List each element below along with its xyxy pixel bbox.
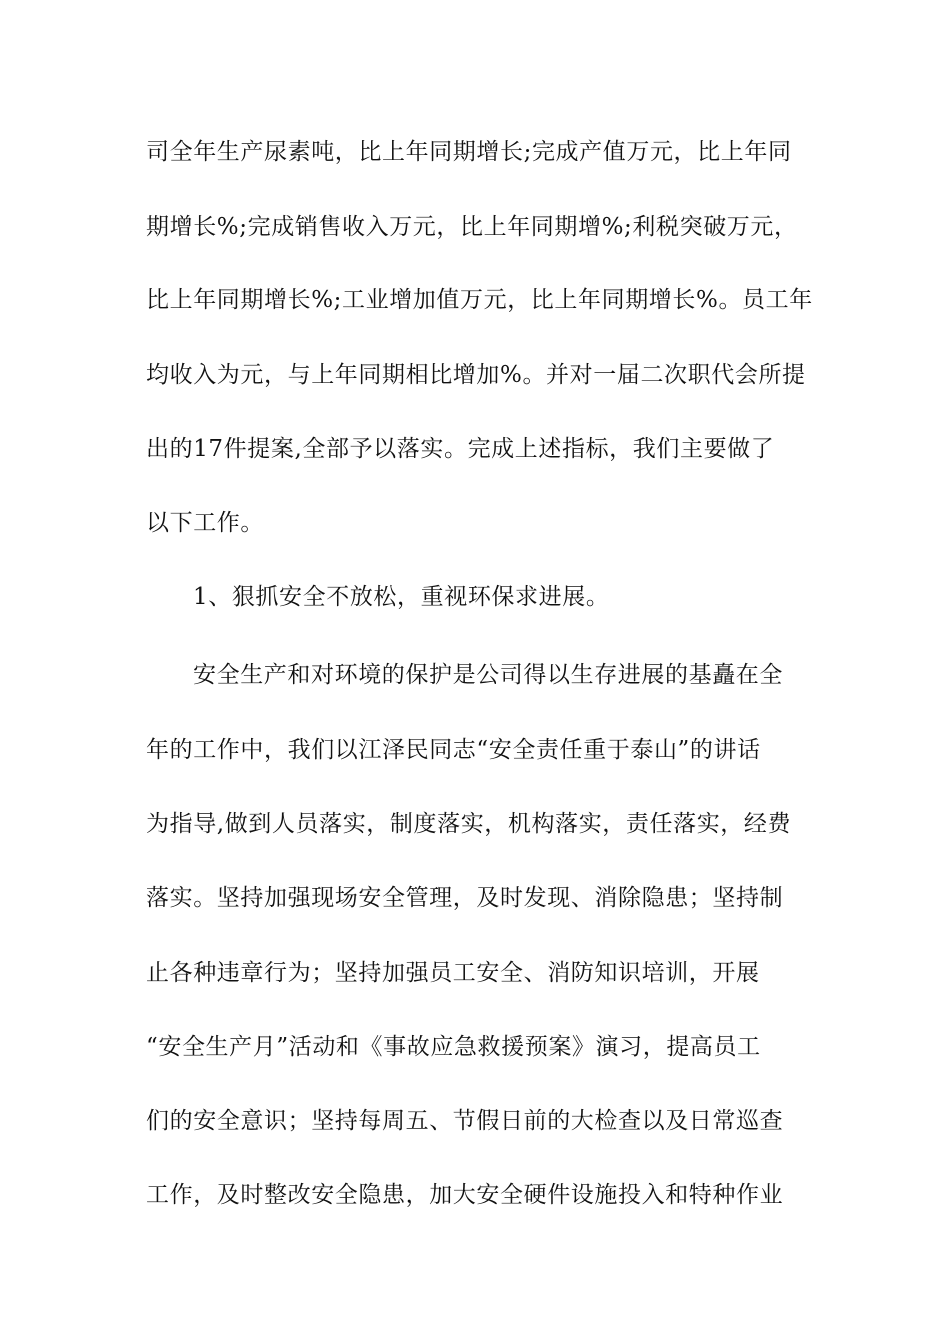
text-line: 司全年生产尿素吨，比上年同期增长;完成产值万元，比上年同 (146, 139, 792, 165)
text-line: 们的安全意识；坚持每周五、节假日前的大检查以及日常巡查 (146, 1108, 784, 1134)
text-line: 落实。坚持加强现场安全管理，及时发现、消除隐患；坚持制 (146, 885, 784, 911)
text-line: 期增长%;完成销售收入万元，比上年同期增%;利税突破万元， (146, 214, 798, 240)
text-line: 均收入为元，与上年同期相比增加%。并对一届二次职代会所提 (146, 362, 806, 388)
text-line: 年的工作中，我们以江泽民同志“安全责任重于泰山”的讲话 (146, 737, 761, 763)
text-line: 工作，及时整改安全隐患，加大安全硬件设施投入和特种作业 (146, 1182, 784, 1208)
text-line: 止各种违章行为；坚持加强员工安全、消防知识培训，开展 (146, 960, 760, 986)
text-line: “安全生产月”活动和《事故应急救援预案》演习，提高员工 (146, 1034, 761, 1060)
text-line: 以下工作。 (146, 510, 264, 536)
text-line: 出的17件提案,全部予以落实。完成上述指标，我们主要做了 (146, 436, 775, 462)
text-line: 为指导,做到人员落实，制度落实，机构落实，责任落实，经费 (146, 811, 792, 837)
text-line: 比上年同期增长%;工业增加值万元，比上年同期增长%。员工年 (146, 287, 813, 313)
text-line: 安全生产和对环境的保护是公司得以生存进展的基矗在全 (193, 662, 783, 688)
section-heading: 1、狠抓安全不放松，重视环保求进展。 (193, 584, 610, 610)
